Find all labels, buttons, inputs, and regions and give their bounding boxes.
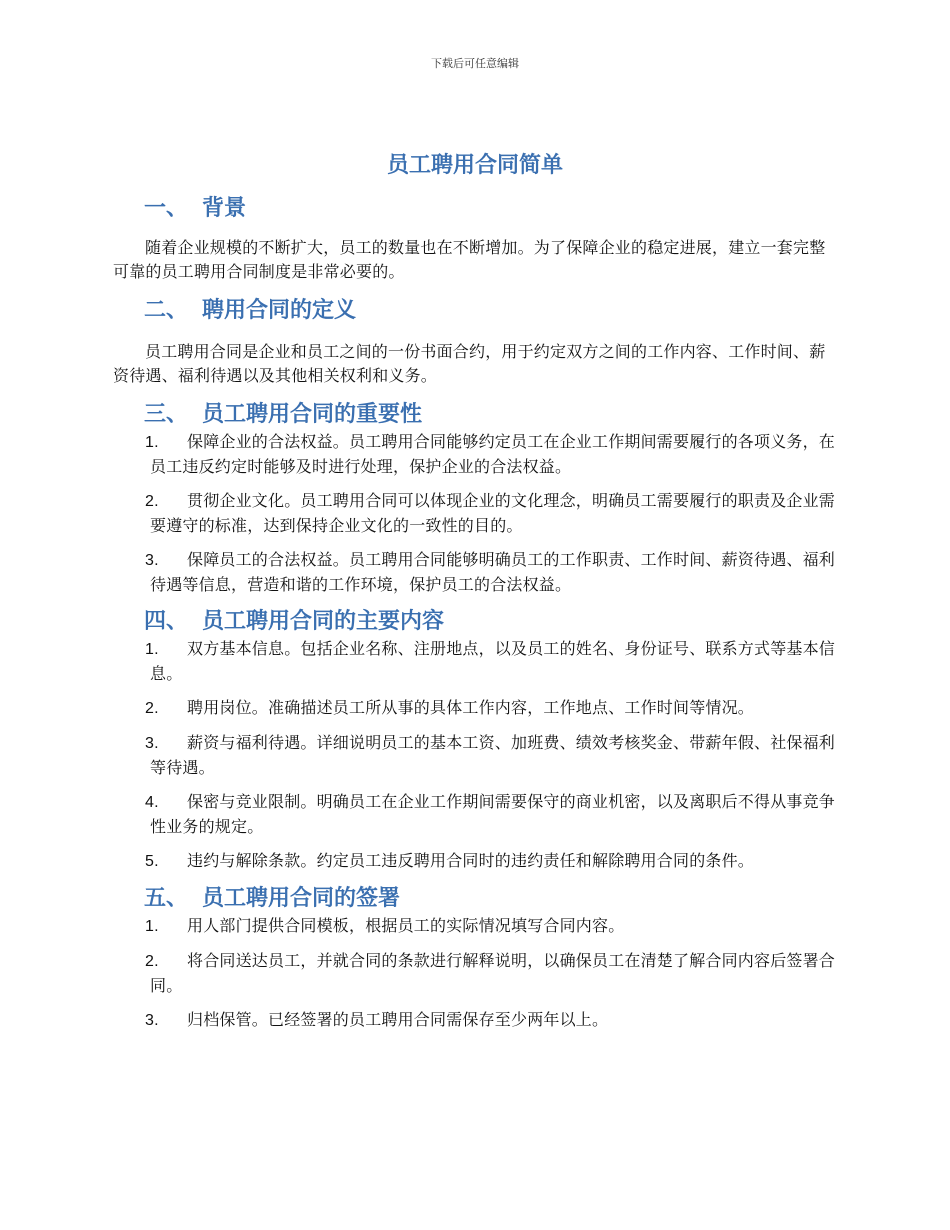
signing-list: [113, 914, 839, 1033]
section-paragraph: 员工聘用合同是企业和员工之间的一份书面合约，用于约定双方之间的工作内容、工作时间、薪资待遇、福利待遇以及其他相关权利和义务。: [113, 342, 826, 385]
item-number: 2.: [145, 953, 159, 970]
section-background: [113, 194, 839, 284]
document-title: 员工聘用合同简单: [386, 153, 563, 178]
section-main-content: [113, 607, 839, 874]
item-number: 1.: [145, 918, 159, 935]
item-number: 2.: [145, 700, 159, 717]
list-item: [113, 914, 839, 939]
list-item: [113, 949, 839, 998]
item-number: 1.: [145, 434, 159, 451]
item-text: 双方基本信息。包括企业名称、注册地点，以及员工的姓名、身份证号、联系方式等基本信息。: [150, 639, 836, 683]
section-number: 一、: [144, 196, 189, 221]
list-item: [113, 430, 839, 479]
section-paragraph: 随着企业规模的不断扩大，员工的数量也在不断增加。为了保障企业的稳定进展，建立一套完整可靠的员工聘用合同制度是非常必要的。: [113, 238, 826, 281]
list-item: [113, 696, 839, 721]
header-note: 下载后可任意编辑: [431, 57, 519, 70]
section-importance: [113, 400, 839, 597]
item-text: 聘用岗位。准确描述员工所从事的具体工作内容，工作地点、工作时间等情况。: [187, 698, 755, 717]
item-text: 归档保管。已经签署的员工聘用合同需保存至少两年以上。: [187, 1010, 609, 1029]
section-heading: [144, 607, 839, 637]
list-item: [113, 1008, 839, 1033]
list-item: [113, 731, 839, 780]
section-number: 四、: [144, 609, 189, 634]
section-number: 五、: [144, 886, 189, 911]
item-text: 薪资与福利待遇。详细说明员工的基本工资、加班费、绩效考核奖金、带薪年假、社保福利等待遇。: [150, 733, 836, 777]
list-item: [113, 548, 839, 597]
item-text: 保障企业的合法权益。员工聘用合同能够约定员工在企业工作期间需要履行的各项义务，在员工违反约定时能够及时进行处理，保护企业的合法权益。: [150, 432, 836, 476]
item-text: 保障员工的合法权益。员工聘用合同能够明确员工的工作职责、工作时间、薪资待遇、福利待遇等信息，营造和谐的工作环境，保护员工的合法权益。: [150, 550, 836, 594]
item-number: 3.: [145, 1012, 159, 1029]
main-content-list: [113, 637, 839, 874]
list-item: [113, 637, 839, 686]
section-heading: [144, 400, 839, 430]
section-title: 聘用合同的定义: [202, 298, 357, 323]
section-title: 员工聘用合同的签署: [202, 886, 401, 911]
section-number: 三、: [144, 402, 189, 427]
importance-list: [113, 430, 839, 597]
item-number: 5.: [145, 853, 159, 870]
section-signing: [113, 884, 839, 1033]
section-definition: [113, 296, 839, 388]
document-body: [113, 194, 839, 1043]
section-heading: [144, 194, 839, 224]
item-number: 3.: [145, 552, 159, 569]
list-item: [113, 790, 839, 839]
section-title: 员工聘用合同的重要性: [202, 402, 423, 427]
item-text: 将合同送达员工，并就合同的条款进行解释说明，以确保员工在清楚了解合同内容后签署合同。: [150, 951, 836, 995]
item-number: 2.: [145, 493, 159, 510]
section-heading: [144, 884, 839, 914]
item-number: 4.: [145, 794, 159, 811]
section-number: 二、: [144, 298, 189, 323]
item-text: 保密与竞业限制。明确员工在企业工作期间需要保守的商业机密，以及离职后不得从事竞争性业务的规定。: [150, 792, 836, 836]
list-item: [113, 849, 839, 874]
item-text: 用人部门提供合同模板，根据员工的实际情况填写合同内容。: [187, 916, 625, 935]
section-title: 背景: [202, 196, 247, 221]
item-number: 1.: [145, 641, 159, 658]
item-text: 违约与解除条款。约定员工违反聘用合同时的违约责任和解除聘用合同的条件。: [187, 851, 755, 870]
item-text: 贯彻企业文化。员工聘用合同可以体现企业的文化理念，明确员工需要履行的职责及企业需要遵守的标准，达到保持企业文化的一致性的目的。: [150, 491, 836, 535]
list-item: [113, 489, 839, 538]
section-heading: [144, 296, 839, 326]
item-number: 3.: [145, 735, 159, 752]
section-title: 员工聘用合同的主要内容: [202, 609, 445, 634]
